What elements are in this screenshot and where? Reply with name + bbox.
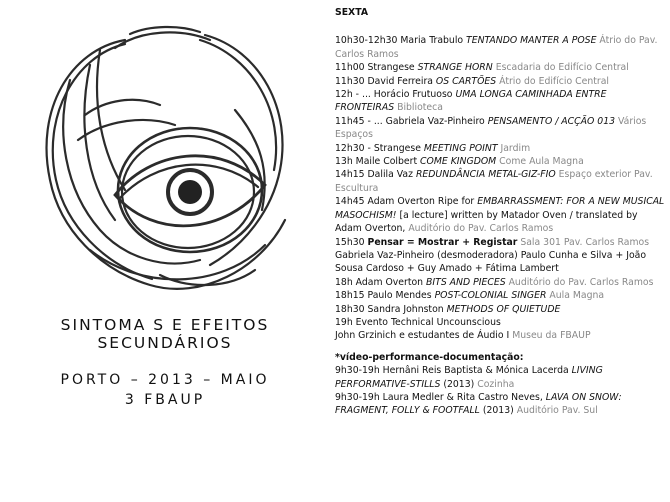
program-entries [335, 34, 665, 342]
eye-logo [30, 20, 300, 305]
program-location: Jardim [497, 142, 531, 154]
program-text: FRAGMENT, FOLLY & FOOTFALL [335, 405, 480, 417]
poster-venue: 3 FBAUP [124, 392, 206, 408]
program-line [335, 303, 665, 316]
program-text: Pensar = Mostrar + Registar [367, 236, 518, 248]
program-text: Adam Overton, [335, 223, 409, 235]
program-line [335, 249, 665, 262]
program-text: PERFORMATIVE-STILLS [335, 378, 441, 390]
program-text: LIVING [571, 365, 603, 377]
program-line [335, 142, 665, 155]
program-line [335, 115, 665, 128]
program-location: Espaços [335, 129, 373, 141]
program-location: Átrio do Pav. [596, 35, 658, 47]
program-location: Carlos Ramos [335, 48, 399, 60]
program-line [335, 289, 665, 302]
program-line [335, 61, 665, 74]
program-text: 11h45 - ... Gabriela Vaz-Pinheiro [335, 115, 488, 127]
program-line [335, 378, 665, 391]
program-text: (2013) [479, 405, 517, 417]
program-text: 11h00 Strangese [335, 62, 418, 74]
program-line [335, 182, 665, 195]
program-text: 9h30-19h Hernâni Reis Baptista & Mónica Lacerda [335, 365, 572, 377]
program-line [335, 316, 665, 329]
program-line [335, 329, 665, 342]
program-line [335, 222, 665, 235]
program-line [335, 88, 665, 101]
program-day: SEXTA [335, 7, 369, 18]
program-line [335, 48, 665, 61]
program-text: (2013) [440, 378, 478, 390]
program-list [335, 6, 665, 418]
program-text: OS CARTÕES [435, 75, 497, 87]
program-text: MEETING POINT [423, 142, 498, 154]
program-video-entries [335, 364, 665, 418]
program-location: Escultura [335, 182, 379, 194]
program-text: 11h30 David Ferreira [335, 75, 436, 87]
program-text: FRONTEIRAS [335, 102, 395, 114]
program-location: Aula Magna [546, 290, 605, 302]
program-line [335, 168, 665, 181]
program-text: COME KINGDOM [420, 156, 497, 168]
program-line [335, 404, 665, 417]
program-line [335, 75, 665, 88]
program-line [335, 155, 665, 168]
program-text: POST-COLONIAL SINGER [434, 290, 547, 302]
program-text: 18h15 Paulo Mendes [335, 290, 435, 302]
program-location: Auditório do Pav. Carlos Ramos [505, 276, 654, 288]
program-location: Vários [615, 115, 647, 127]
program-text: John Grzinich e estudantes de Áudio I [335, 330, 513, 342]
program-location: Auditório Pav. Sul [516, 405, 598, 417]
program-line [335, 101, 665, 114]
program-text: STRANGE HORN [417, 62, 493, 74]
program-text: 18h30 Sandra Johnston [335, 303, 447, 315]
program-line [335, 276, 665, 289]
program-text: METHODS OF QUIETUDE [446, 303, 561, 315]
program-location: Átrio do Edifício Central [496, 75, 609, 87]
program-location: Cozinha [477, 378, 515, 390]
program-line [335, 262, 665, 275]
poster-title: SINTOMA S E EFEITOS SECUNDÁRIOS [60, 316, 270, 352]
poster [0, 0, 330, 502]
program-line [335, 128, 665, 141]
program-line [335, 391, 665, 404]
program-location: Escadaria do Edifício Central [492, 62, 629, 74]
program-text: 14h15 Dalila Vaz [335, 169, 416, 181]
program-text: 9h30-19h Laura Medler & Rita Castro Neves, [335, 391, 546, 403]
program-location: Come Aula Magna [496, 156, 584, 168]
program-location: Espaço exterior Pav. [555, 169, 653, 181]
program-text: 13h Maile Colbert [335, 156, 421, 168]
program-text: [a lecture] written by Matador Oven / translated by [396, 209, 638, 221]
program-text: 12h - ... Horácio Frutuoso [335, 89, 456, 101]
program-text: Gabriela Vaz-Pinheiro (desmoderadora) Paulo Cunha e Silva + João [335, 249, 647, 261]
program-text: PENSAMENTO / ACÇÃO 013 [487, 115, 616, 127]
program-line [335, 34, 665, 47]
program-text: LAVA ON SNOW: [545, 391, 622, 403]
program-text: 18h Adam Overton [335, 276, 427, 288]
program-location: Sala 301 Pav. Carlos Ramos [517, 236, 650, 248]
program-text: 19h Evento Technical Uncounscious [335, 316, 501, 328]
program-location: Museu da FBAUP [512, 330, 591, 342]
program-text: Sousa Cardoso + Guy Amado + Fátima Lambert [335, 263, 559, 275]
program-text: EMBARRASSMENT: FOR A NEW MUSICAL [477, 196, 665, 208]
program-line [335, 236, 665, 249]
program-text: UMA LONGA CAMINHADA ENTRE [455, 89, 607, 101]
program-text: 14h45 Adam Overton Ripe for [335, 196, 478, 208]
program-text: REDUNDÂNCIA METAL-GIZ-FIO [415, 169, 556, 181]
program-text: TENTANDO MANTER A POSE [466, 35, 597, 47]
program-location: Auditório do Pav. Carlos Ramos [408, 223, 554, 235]
program-text: 15h30 [335, 236, 368, 248]
program-text: 12h30 - Strangese [335, 142, 424, 154]
poster-place-date: PORTO – 2013 – MAIO [60, 372, 270, 388]
program-line [335, 195, 665, 208]
program-location: Biblioteca [394, 102, 443, 114]
program-text: BITS AND PIECES [426, 276, 506, 288]
program-line [335, 209, 665, 222]
program-text: MASOCHISM! [335, 209, 397, 221]
program-text: 10h30-12h30 Maria Trabulo [335, 35, 467, 47]
program-section-video: *vídeo-performance-documentação: [335, 351, 524, 363]
program-line [335, 364, 665, 377]
